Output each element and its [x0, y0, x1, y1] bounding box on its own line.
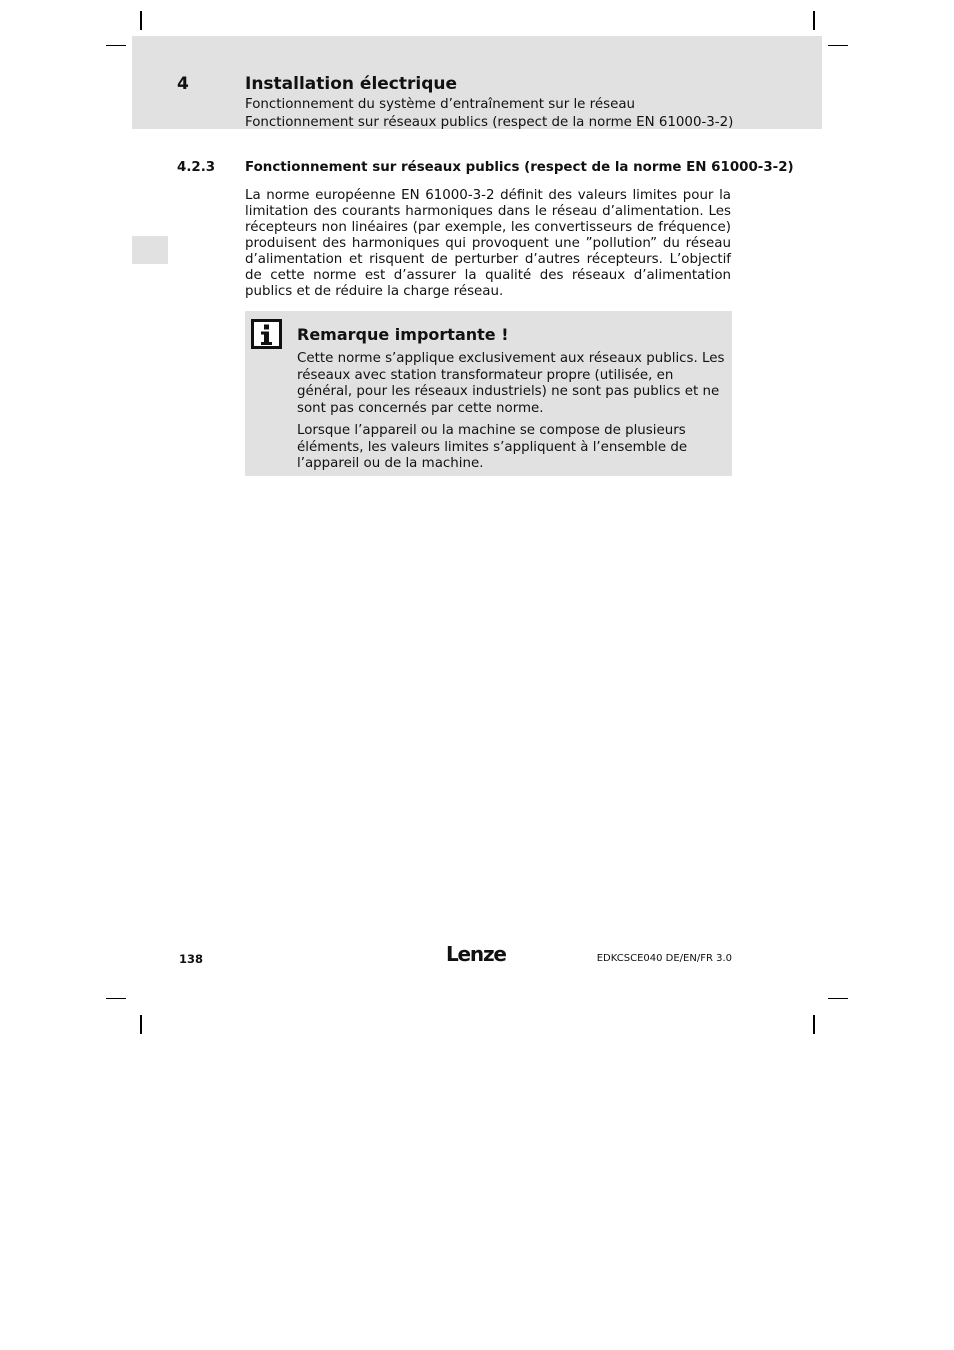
crop-mark-bottom-left-vertical — [140, 1015, 142, 1034]
note-paragraph: Cette norme s’applique exclusivement aux réseaux publics. Les réseaux avec station transformateur propre (utilisée, en général, pour les réseaux industriels) ne sont pas publics et ne sont pas concernés par cette norme. — [297, 351, 725, 416]
crop-mark-top-left-vertical — [140, 11, 142, 30]
info-icon — [251, 319, 282, 349]
side-tab-marker — [132, 236, 168, 264]
note-paragraph: Lorsque l’appareil ou la machine se compose de plusieurs éléments, les valeurs limites s’appliquent à l’ensemble de l’appareil ou de la machine. — [297, 423, 688, 471]
note-title: Remarque importante ! — [297, 325, 509, 344]
chapter-title: Installation électrique — [245, 74, 458, 94]
section-title: Fonctionnement sur réseaux publics (respect de la norme EN 61000-3-2) — [245, 160, 794, 175]
header-subtitle: Fonctionnement du système d’entraînement sur le réseau — [245, 97, 636, 112]
header-subtitle: Fonctionnement sur réseaux publics (respect de la norme EN 61000-3-2) — [245, 115, 734, 130]
document-code: EDKCSCE040 DE/EN/FR 3.0 — [596, 953, 732, 964]
section-number: 4.2.3 — [177, 160, 216, 175]
crop-mark-bottom-left-horizontal — [106, 998, 126, 999]
section-body: La norme européenne EN 61000-3-2 définit des valeurs limites pour la limitation des courants harmoniques dans le réseau d’alimentation. Les récepteurs non linéaires (par exemple, les convertisseurs de fréquence) produisent des harmoniques qui provoquent une ”pollution” du réseau d’alimentation et risquent de perturber d’autres récepteurs. L’objectif de cette norme est d’assurer la qualité des réseaux d’alimentation publics et de réduire la charge réseau. — [245, 188, 731, 299]
crop-mark-top-right-vertical — [813, 11, 815, 30]
crop-mark-top-right-horizontal — [828, 45, 848, 46]
lenze-logo: Lenze — [446, 942, 506, 966]
crop-mark-bottom-right-horizontal — [828, 998, 848, 999]
important-note-box — [245, 311, 732, 476]
chapter-number: 4 — [177, 74, 189, 94]
page-number: 138 — [179, 952, 204, 966]
crop-mark-top-left-horizontal — [106, 45, 126, 46]
crop-mark-bottom-right-vertical — [813, 1015, 815, 1034]
